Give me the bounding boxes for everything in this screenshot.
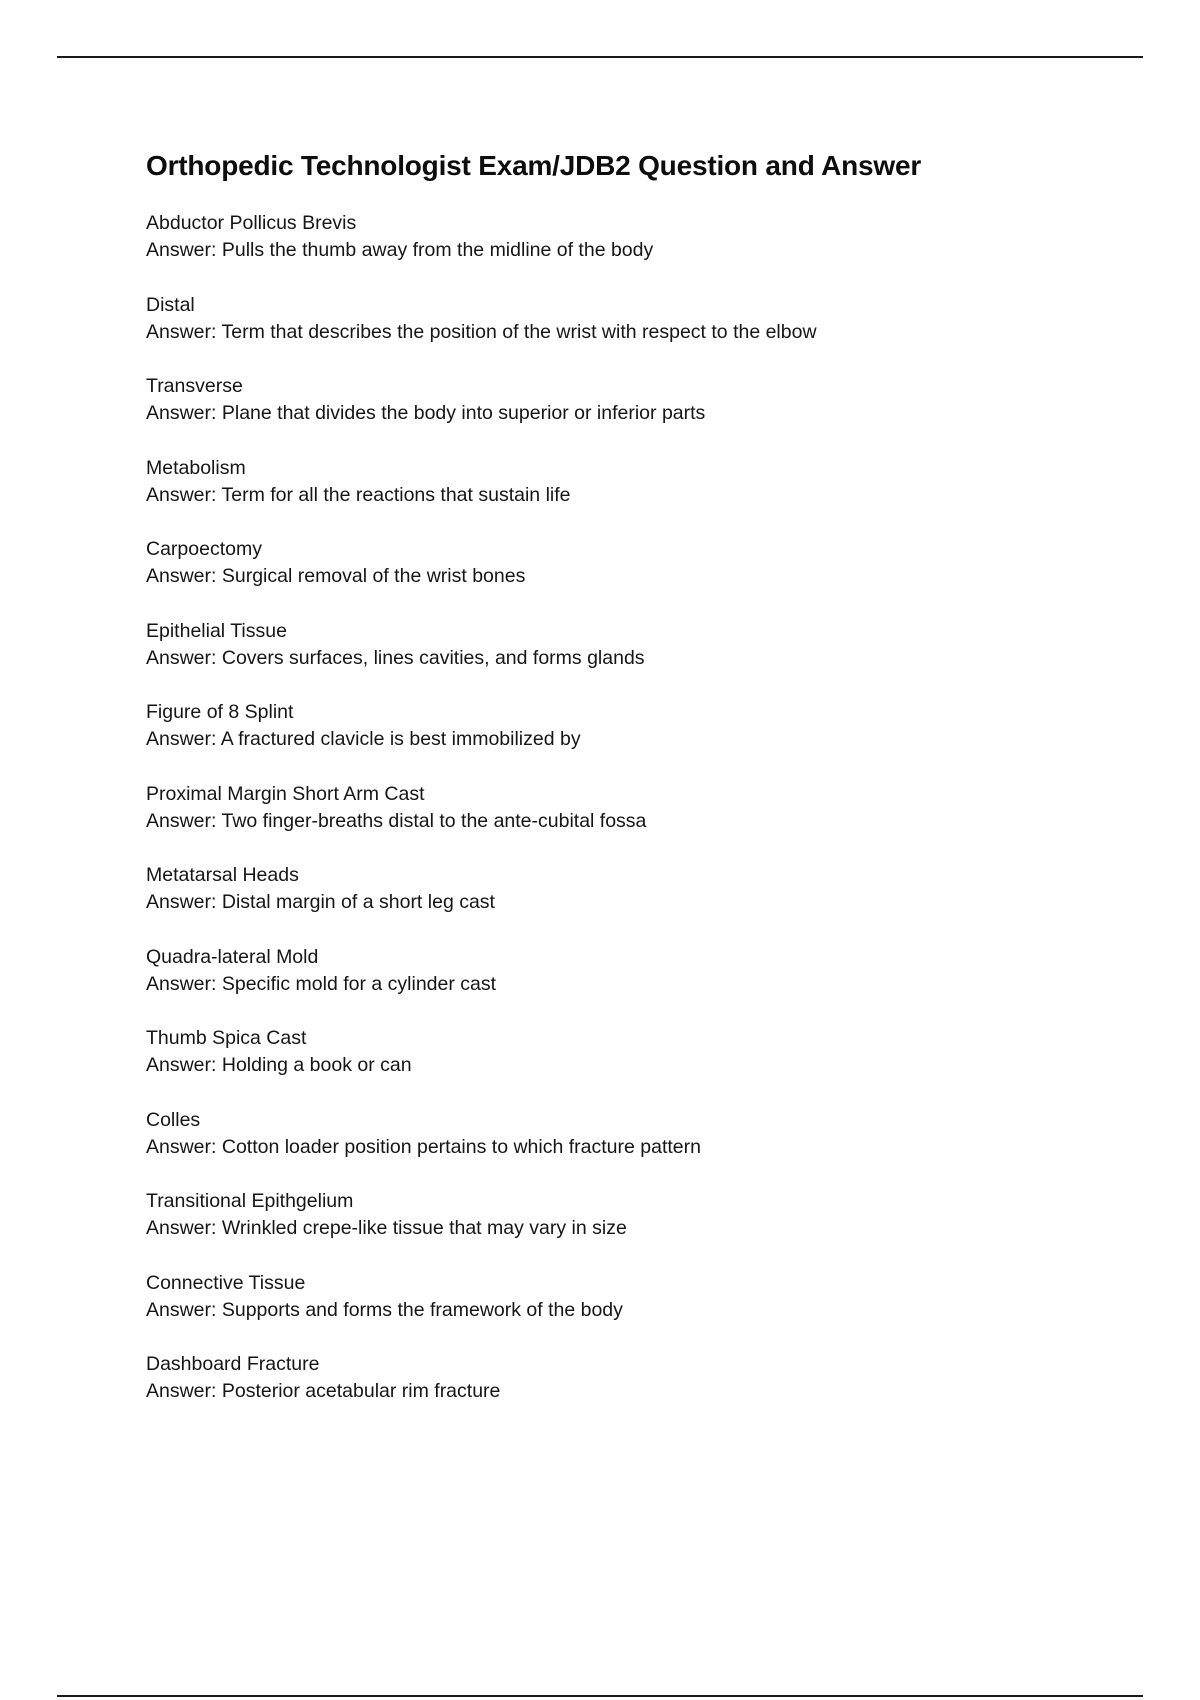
qa-answer: Answer: Plane that divides the body into superior or inferior parts (146, 402, 706, 424)
qa-answer: Answer: Distal margin of a short leg cast (146, 891, 495, 913)
qa-item (146, 373, 1106, 455)
qa-answer: Answer: Term for all the reactions that sustain life (146, 483, 571, 506)
qa-item (146, 210, 1106, 292)
qa-term: Dashboard Fracture (146, 1353, 320, 1375)
qa-item (146, 944, 1106, 1026)
qa-item (146, 1188, 1106, 1270)
qa-term: Proximal Margin Short Arm Cast (146, 782, 425, 805)
qa-answer: Answer: Posterior acetabular rim fracture (146, 1380, 501, 1402)
qa-item (146, 699, 1106, 781)
qa-item (146, 292, 1106, 374)
qa-term: Metabolism (146, 456, 246, 479)
qa-answer: Answer: Covers surfaces, lines cavities, and forms glands (146, 646, 645, 669)
qa-answer: Answer: Supports and forms the framework of the body (146, 1298, 623, 1321)
qa-list (146, 210, 1106, 1433)
qa-answer: Answer: Surgical removal of the wrist bones (146, 565, 526, 587)
document-title: Orthopedic Technologist Exam/JDB2 Question and Answer (146, 150, 922, 181)
qa-term: Thumb Spica Cast (146, 1027, 307, 1049)
qa-term: Epithelial Tissue (146, 619, 287, 642)
qa-term: Transitional Epithgelium (146, 1190, 354, 1212)
qa-term: Carpoectomy (146, 538, 262, 560)
qa-item (146, 862, 1106, 944)
qa-answer: Answer: Specific mold for a cylinder cast (146, 972, 497, 995)
qa-item (146, 1025, 1106, 1107)
qa-item (146, 1107, 1106, 1189)
qa-answer: Answer: Pulls the thumb away from the midline of the body (146, 239, 654, 261)
document-body (146, 146, 1106, 1433)
qa-item (146, 536, 1106, 618)
qa-term: Connective Tissue (146, 1271, 306, 1294)
qa-item (146, 1270, 1106, 1352)
qa-item (146, 455, 1106, 537)
bottom-rule (57, 1695, 1143, 1697)
qa-item (146, 1351, 1106, 1433)
qa-term: Quadra-lateral Mold (146, 945, 319, 968)
qa-term: Colles (146, 1108, 201, 1131)
qa-answer: Answer: Holding a book or can (146, 1054, 412, 1076)
qa-item (146, 618, 1106, 700)
qa-answer: Answer: A fractured clavicle is best immobilized by (146, 728, 581, 750)
qa-term: Figure of 8 Splint (146, 701, 294, 723)
qa-term: Abductor Pollicus Brevis (146, 212, 357, 234)
qa-answer: Answer: Wrinkled crepe-like tissue that may vary in size (146, 1217, 627, 1239)
qa-answer: Answer: Term that describes the position of the wrist with respect to the elbow (146, 320, 817, 343)
top-rule (57, 56, 1143, 58)
qa-term: Metatarsal Heads (146, 864, 299, 886)
qa-item (146, 781, 1106, 863)
qa-answer: Answer: Two finger-breaths distal to the ante-cubital fossa (146, 809, 647, 832)
qa-answer: Answer: Cotton loader position pertains to which fracture pattern (146, 1135, 701, 1158)
qa-term: Distal (146, 293, 195, 316)
qa-term: Transverse (146, 375, 243, 397)
